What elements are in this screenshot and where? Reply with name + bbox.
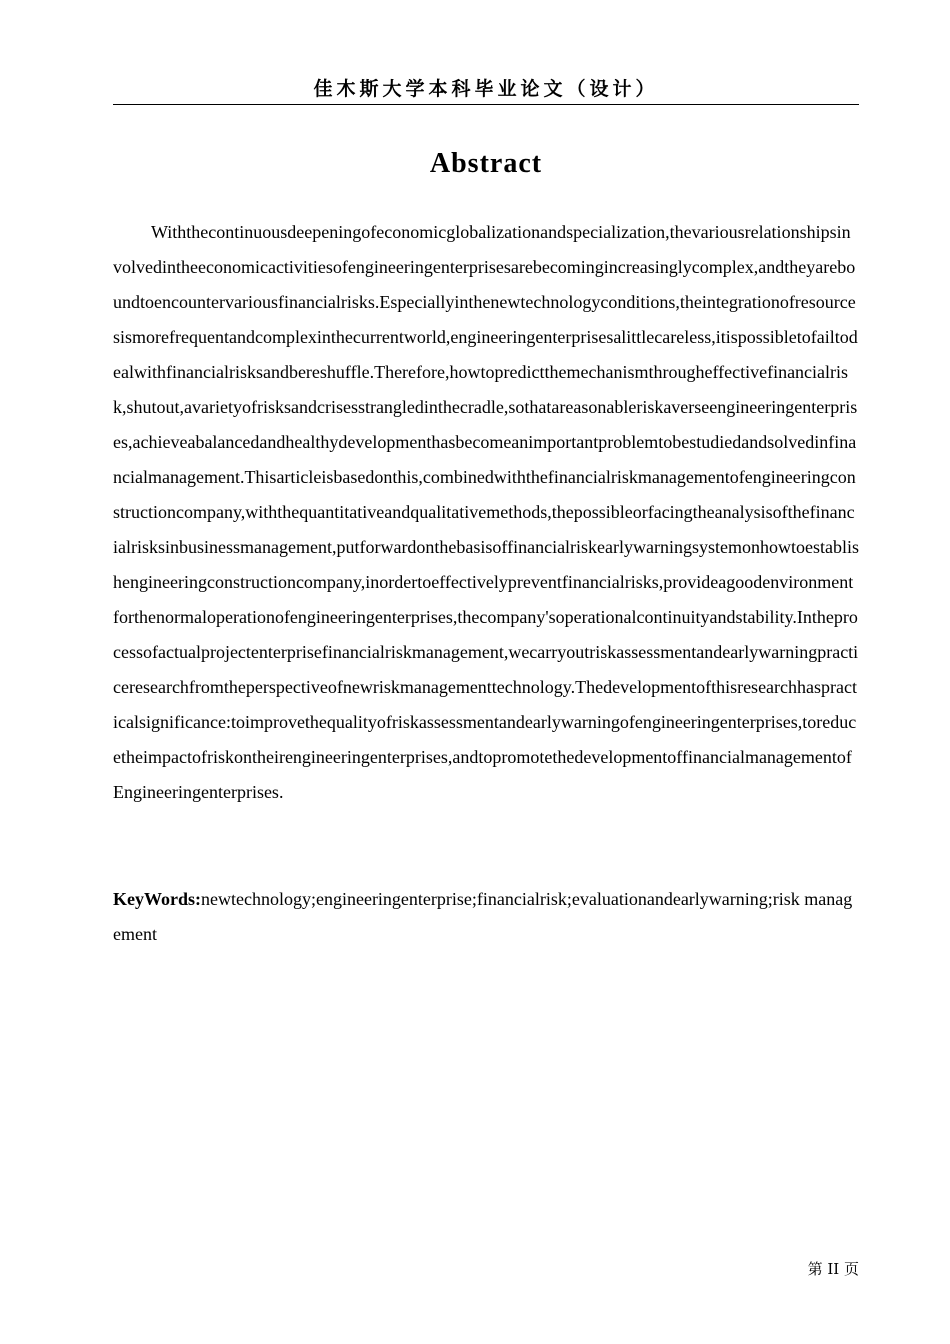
- header-divider: [113, 104, 859, 105]
- abstract-heading: Abstract: [429, 148, 543, 179]
- page-number: 第 II 页: [807, 1260, 859, 1278]
- running-header-title: 佳木斯大学本科毕业论文（设计）: [313, 78, 659, 100]
- keywords-text: newtechnology;engineeringenterprise;financialrisk;evaluationandearlywarning;risk management: [113, 889, 853, 944]
- keywords-label: KeyWords:: [113, 889, 201, 909]
- keywords-line: [113, 882, 859, 952]
- abstract-body: Withthecontinuousdeepeningofeconomicglobalizationandspecialization,thevariousrelationshipsinvolvedintheeconomicactivitiesofengineeringenterprisesarebecomingincreasinglycomplex,andtheyareboundtoencountervariousfinancialrisks.Especiallyinthenewtechnologyconditions,theintegrationofresourcesismorefrequentandcomplexinthecurrentworld,engineeringenterprisesalittlecareless,itispossibletofailtodealwithfinancialrisksandbereshuffle.Therefore,howtopredictthemechanismthrougheffectivefinancialrisk,shutout,avarietyofrisksandcrisesstrangledinthecradle,sothatareasonableriskaverseengineeringenterprises,achieveabalancedandhealthydevelopmenthasbecomeanimportantproblemtobestudiedandsolvedinfinancialmanagement.Thisarticleisbasedonthis,combinedwiththefinancialriskmanagementofengineeringconstructioncompany,withthequantitativeandqualitativemethods,thepossibleorfacingtheanalysisofthefinancialrisksinbusinessmanagement,putforwardonthebasisoffinancialriskearlywarningsystemonhowtoestablishengineeringconstructioncompany,inordertoeffectivelypreventfinancialrisks,provideagoodenvironmentforthenormaloperationofengineeringenterprises,thecompany'soperationalcontinuityandstability.Intheprocessofactualprojectenterprisefinancialriskmanagement,wecarryoutriskassessmentandearlywarningpracticeresearchfromtheperspectiveofnewriskmanagementtechnology.Thedevelopmentofthisresearchhaspracticalsignificance:toimprovethequalityofriskassessmentandearlywarningofengineeringenterprises,toreducetheimpactofriskontheirengineeringenterprises,andtopromotethedevelopmentoffinancialmanagementofEngineeringenterprises.: [113, 222, 860, 802]
